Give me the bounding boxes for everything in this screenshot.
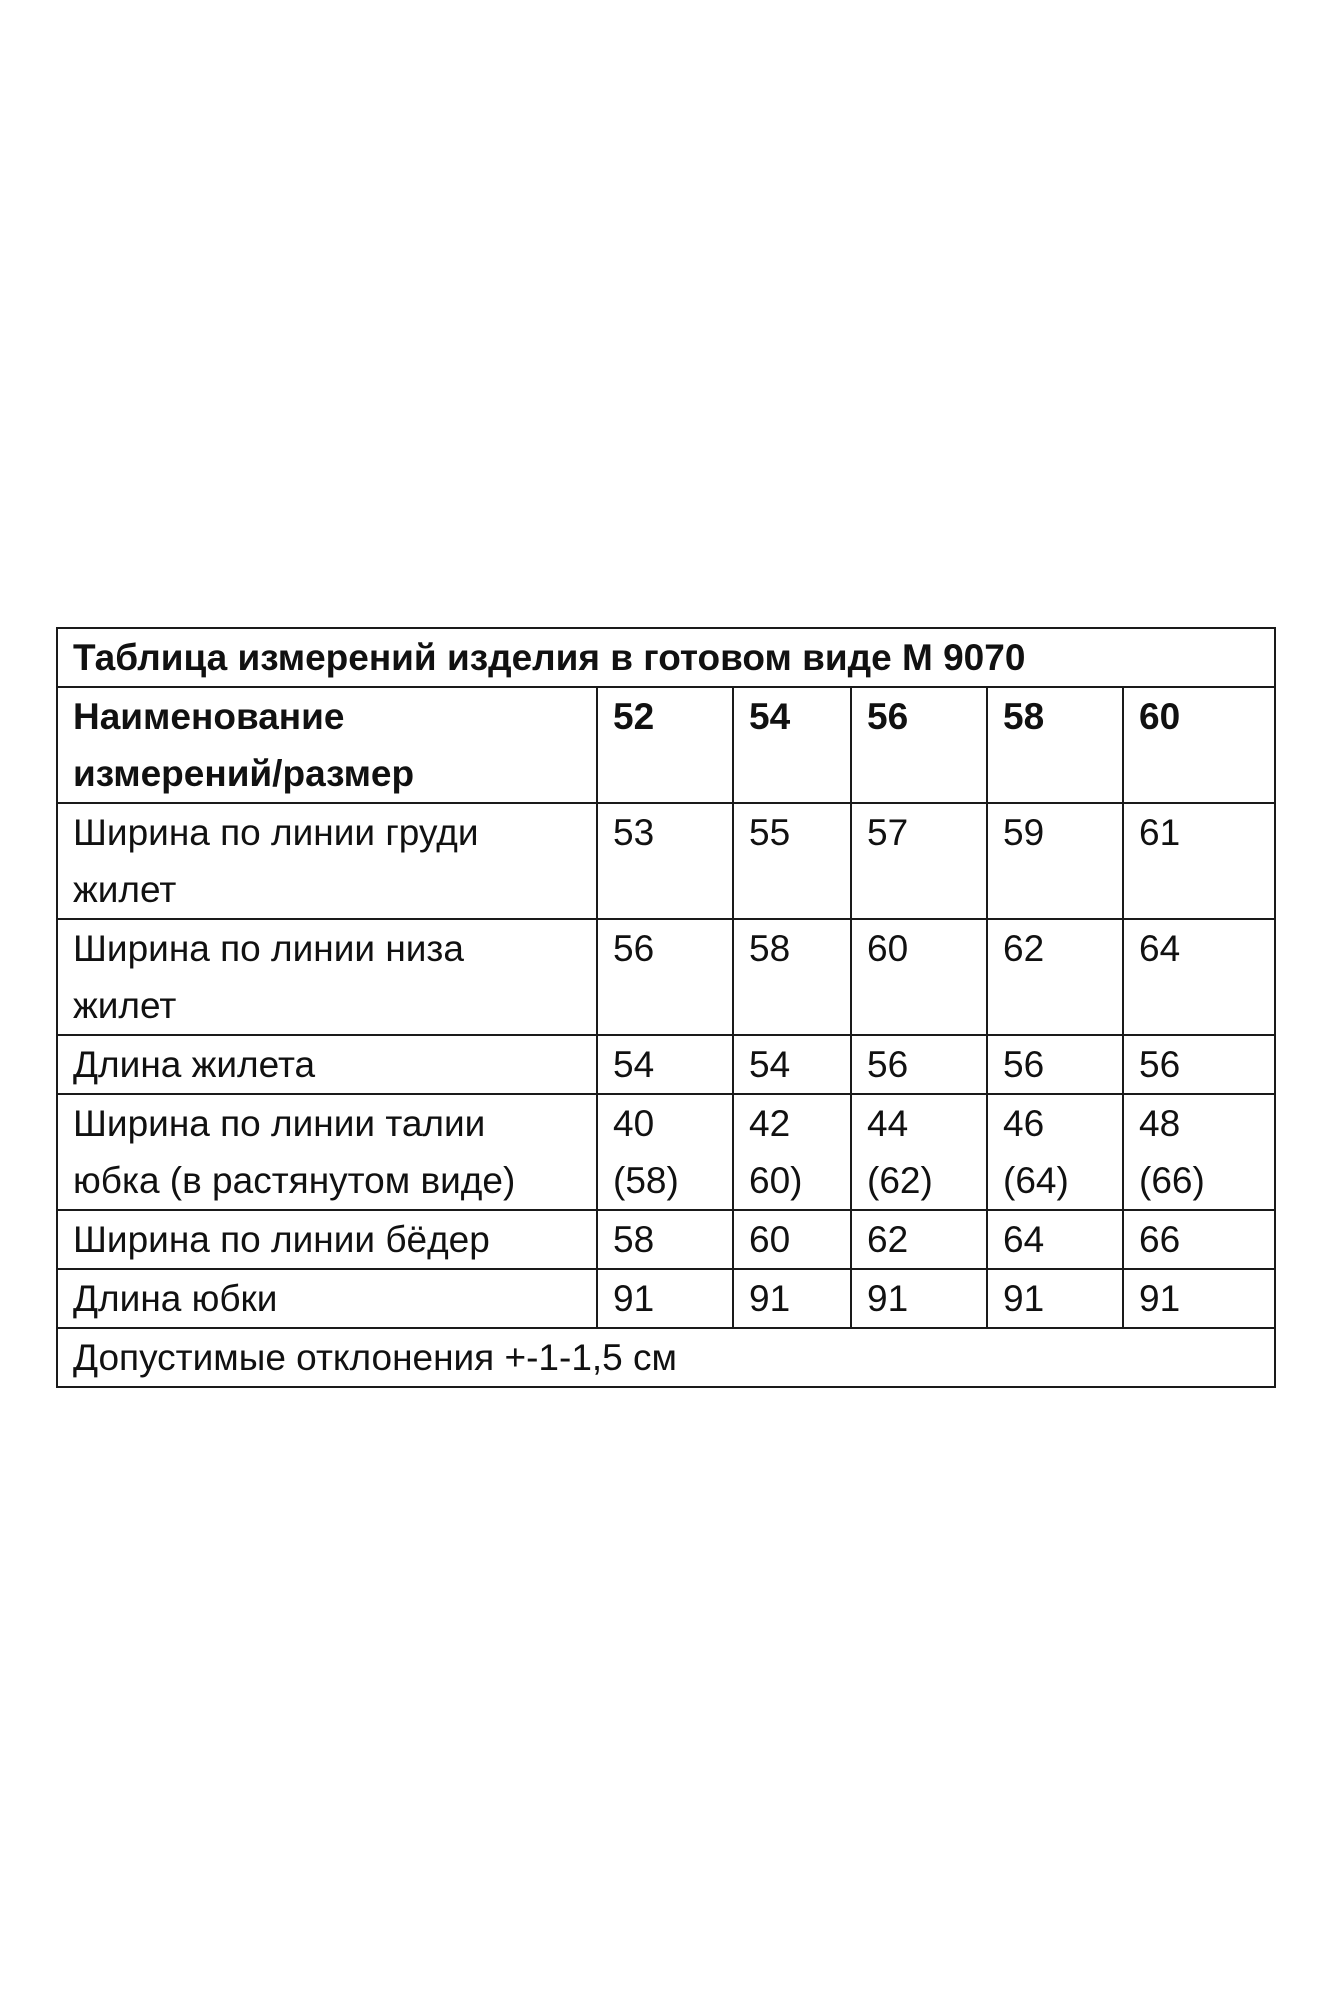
row-value: 56 [987,1035,1123,1094]
row-value-line1: 46 [1003,1103,1045,1144]
row-value: 56 [851,1035,987,1094]
row-value: 54 [733,1035,851,1094]
measurement-sheet [56,627,1274,1388]
header-name-line1: Наименование [73,696,345,737]
row-label [57,919,597,1035]
row-label-line2: жилет [73,869,177,910]
row-value: 59 [987,803,1123,919]
row-value: 58 [597,1210,733,1269]
row-value-line2: 60) [749,1160,803,1201]
row-value: 62 [987,919,1123,1035]
row-label [57,1094,597,1210]
header-name-line2: измерений/размер [73,753,415,794]
table-row [57,803,1275,919]
row-value: 91 [597,1269,733,1328]
row-value [733,1094,851,1210]
header-size-54: 54 [733,687,851,803]
table-row [57,919,1275,1035]
row-value: 66 [1123,1210,1275,1269]
row-label-line1: Ширина по линии талии [73,1103,486,1144]
row-value [597,1094,733,1210]
table-title-row [57,628,1275,687]
row-value: 91 [1123,1269,1275,1328]
row-label: Ширина по линии бёдер [57,1210,597,1269]
header-name-cell [57,687,597,803]
table-title: Таблица измерений изделия в готовом виде М 9070 [57,628,1275,687]
row-label: Длина жилета [57,1035,597,1094]
row-label: Длина юбки [57,1269,597,1328]
row-value [851,1094,987,1210]
table-row [57,1210,1275,1269]
row-value: 56 [1123,1035,1275,1094]
row-value-line1: 44 [867,1103,909,1144]
row-label-line1: Ширина по линии груди [73,812,479,853]
header-size-56: 56 [851,687,987,803]
row-value: 91 [987,1269,1123,1328]
row-value: 64 [987,1210,1123,1269]
row-value-line2: (62) [867,1160,933,1201]
row-value [987,1094,1123,1210]
header-size-58: 58 [987,687,1123,803]
row-label-line2: жилет [73,985,177,1026]
row-value: 62 [851,1210,987,1269]
row-value: 91 [851,1269,987,1328]
table-row [57,1094,1275,1210]
header-size-60: 60 [1123,687,1275,803]
table-row [57,1269,1275,1328]
row-value-line1: 42 [749,1103,791,1144]
header-size-52: 52 [597,687,733,803]
row-label-line2: юбка (в растянутом виде) [73,1160,516,1201]
row-value-line2: (58) [613,1160,679,1201]
row-value: 57 [851,803,987,919]
tolerance-note: Допустимые отклонения +-1-1,5 см [57,1328,1275,1387]
measurement-table [56,627,1276,1388]
row-value: 56 [597,919,733,1035]
row-value: 55 [733,803,851,919]
row-value-line2: (64) [1003,1160,1069,1201]
row-value-line1: 48 [1139,1103,1181,1144]
row-value: 91 [733,1269,851,1328]
row-value: 60 [733,1210,851,1269]
row-value: 54 [597,1035,733,1094]
row-label [57,803,597,919]
row-value: 64 [1123,919,1275,1035]
row-value: 61 [1123,803,1275,919]
row-value [1123,1094,1275,1210]
table-footer-row [57,1328,1275,1387]
row-value: 58 [733,919,851,1035]
row-value: 60 [851,919,987,1035]
table-header-row [57,687,1275,803]
row-label-line1: Ширина по линии низа [73,928,464,969]
row-value-line2: (66) [1139,1160,1205,1201]
table-row [57,1035,1275,1094]
row-value-line1: 40 [613,1103,655,1144]
row-value: 53 [597,803,733,919]
